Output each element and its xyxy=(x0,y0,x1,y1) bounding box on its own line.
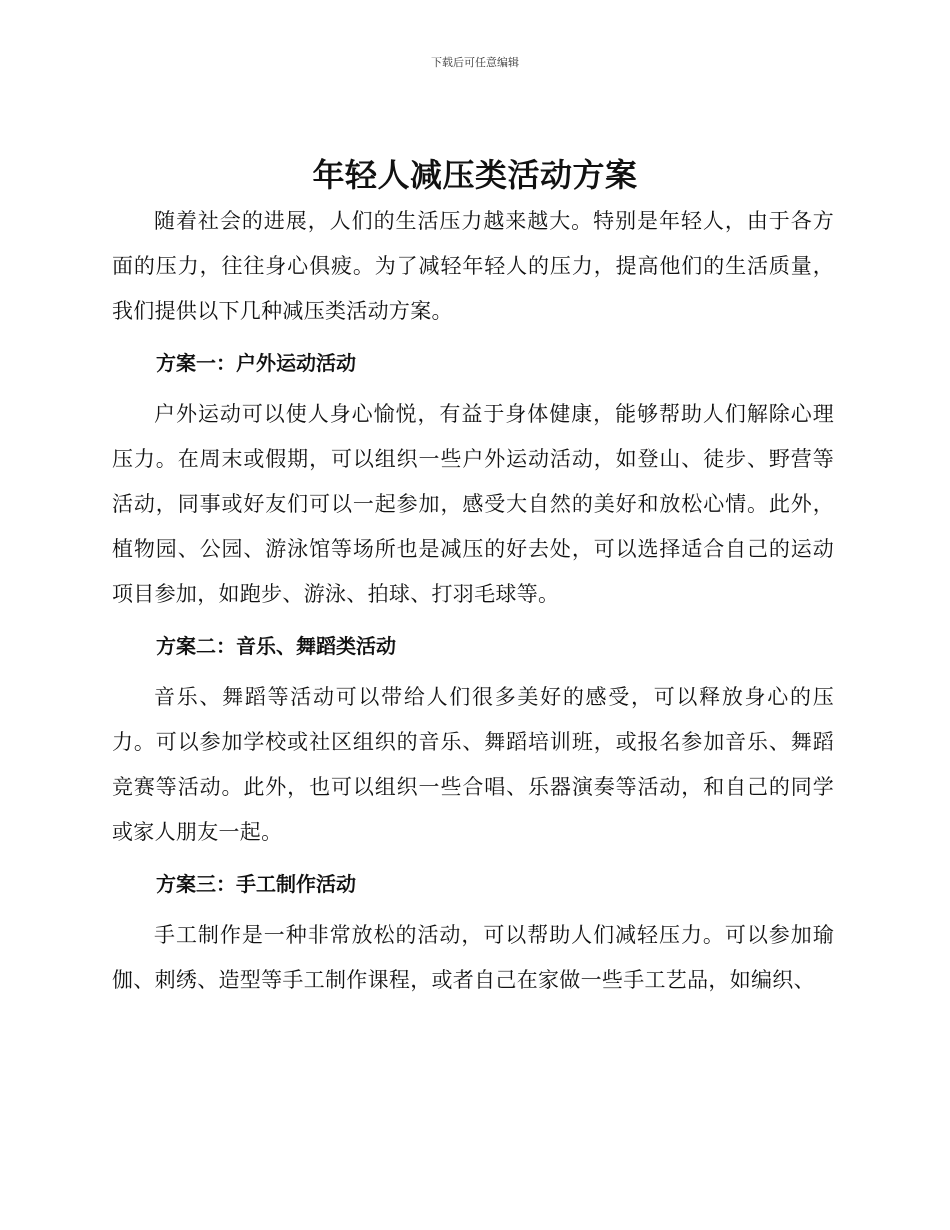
intro-paragraph: 随着社会的进展，人们的生活压力越来越大。特别是年轻人，由于各方面的压力，往往身心俱疲。为了减轻年轻人的压力，提高他们的生活质量，我们提供以下几种减压类活动方案。 xyxy=(112,209,834,323)
section-heading-3: 方案三：手工制作活动 xyxy=(156,872,356,896)
document-body xyxy=(112,199,834,1003)
document-title: 年轻人减压类活动方案 xyxy=(312,156,638,194)
section-heading-1: 方案一：户外运动活动 xyxy=(156,351,356,375)
section-body-3: 手工制作是一种非常放松的活动，可以帮助人们减轻压力。可以参加瑜伽、刺绣、造型等手工制作课程，或者自己在家做一些手工艺品，如编织、 xyxy=(112,923,834,992)
section-body-1: 户外运动可以使人身心愉悦，有益于身体健康，能够帮助人们解除心理压力。在周末或假期，可以组织一些户外运动活动，如登山、徒步、野营等活动，同事或好友们可以一起参加，感受大自然的美好和放松心情。此外，植物园、公园、游泳馆等场所也是减压的好去处，可以选择适合自己的运动项目参加，如跑步、游泳、拍球、打羽毛球等。 xyxy=(112,402,834,606)
section-heading-2: 方案二：音乐、舞蹈类活动 xyxy=(156,634,396,658)
page-header: 下载后可任意编辑 xyxy=(431,56,519,69)
section-body-2: 音乐、舞蹈等活动可以带给人们很多美好的感受，可以释放身心的压力。可以参加学校或社区组织的音乐、舞蹈培训班，或报名参加音乐、舞蹈竞赛等活动。此外，也可以组织一些合唱、乐器演奏等活动，和自己的同学或家人朋友一起。 xyxy=(112,685,834,844)
